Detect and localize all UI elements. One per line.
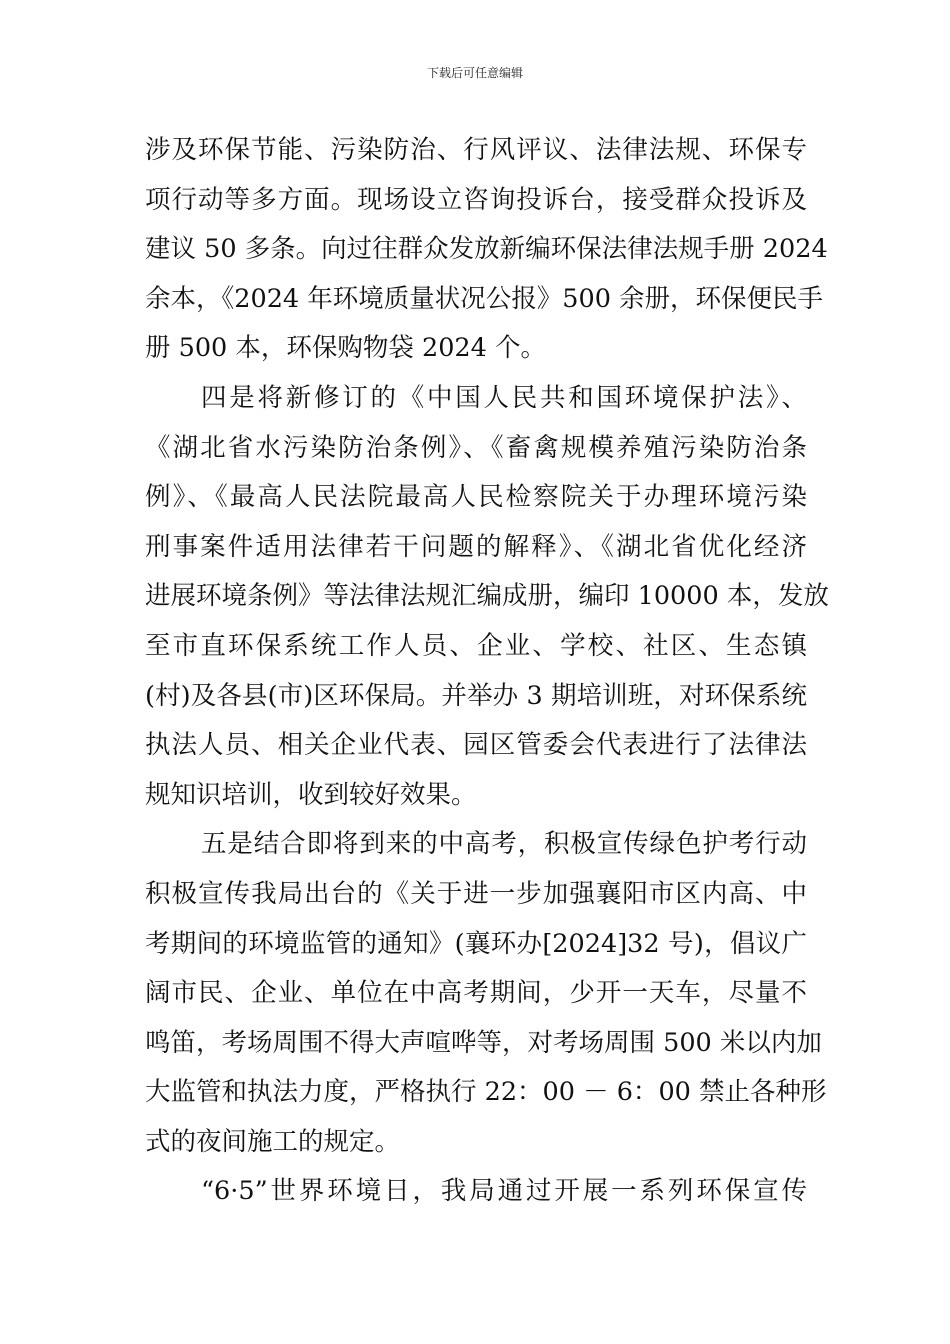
page-header: 下载后可任意编辑 bbox=[426, 66, 523, 80]
text-line: 积极宣传我局出台的《关于进一步加强襄阳市区内高、中 bbox=[145, 878, 807, 909]
text-line: 规知识培训，收到较好效果。 bbox=[145, 779, 477, 810]
text-line: 进展环境条例》等法律法规汇编成册，编印 10000 本，发放 bbox=[145, 581, 829, 612]
document-body bbox=[145, 126, 829, 1217]
text-line: 项行动等多方面。现场设立咨询投诉台，接受群众投诉及 bbox=[145, 184, 807, 215]
text-line: 大监管和执法力度，严格执行 22：00 － 6：00 禁止各种形 bbox=[145, 1077, 827, 1108]
text-line: 刑事案件适用法律若干问题的解释》、《湖北省优化经济 bbox=[145, 531, 807, 562]
text-line: 考期间的环境监管的通知》(襄环办[2024]32 号)，倡议广 bbox=[145, 928, 807, 959]
text-line: 涉及环保节能、污染防治、行风评议、法律法规、环保专 bbox=[145, 135, 807, 165]
text-line: 册 500 本，环保购物袋 2024 个。 bbox=[145, 333, 546, 364]
text-line: 例》、《最高人民法院最高人民检察院关于办理环境污染 bbox=[145, 482, 807, 513]
text-line: 鸣笛，考场周围不得大声喧哗等，对考场周围 500 米以内加 bbox=[145, 1027, 822, 1058]
text-line: 四是将新修订的《中国人民共和国环境保护法》、 bbox=[201, 382, 807, 413]
text-line: 阔市民、企业、单位在中高考期间，少开一天车，尽量不 bbox=[145, 978, 807, 1009]
text-line: 至市直环保系统工作人员、企业、学校、社区、生态镇 bbox=[145, 630, 807, 661]
text-line: (村)及各县(市)区环保局。并举办 3 期培训班，对环保系统 bbox=[145, 680, 807, 711]
text-line: 五是结合即将到来的中高考，积极宣传绿色护考行动 bbox=[201, 829, 807, 860]
text-line: 执法人员、相关企业代表、园区管委会代表进行了法律法 bbox=[145, 730, 807, 761]
text-line: “6·5”世界环境日，我局通过开展一系列环保宣传 bbox=[201, 1176, 807, 1207]
text-line: 《湖北省水污染防治条例》、《畜禽规模养殖污染防治条 bbox=[145, 432, 807, 463]
text-line: 式的夜间施工的规定。 bbox=[145, 1126, 401, 1157]
text-line: 余本，《2024 年环境质量状况公报》500 余册，环保便民手 bbox=[145, 283, 824, 314]
text-line: 建议 50 多条。向过往群众发放新编环保法律法规手册 2024 bbox=[145, 234, 828, 265]
